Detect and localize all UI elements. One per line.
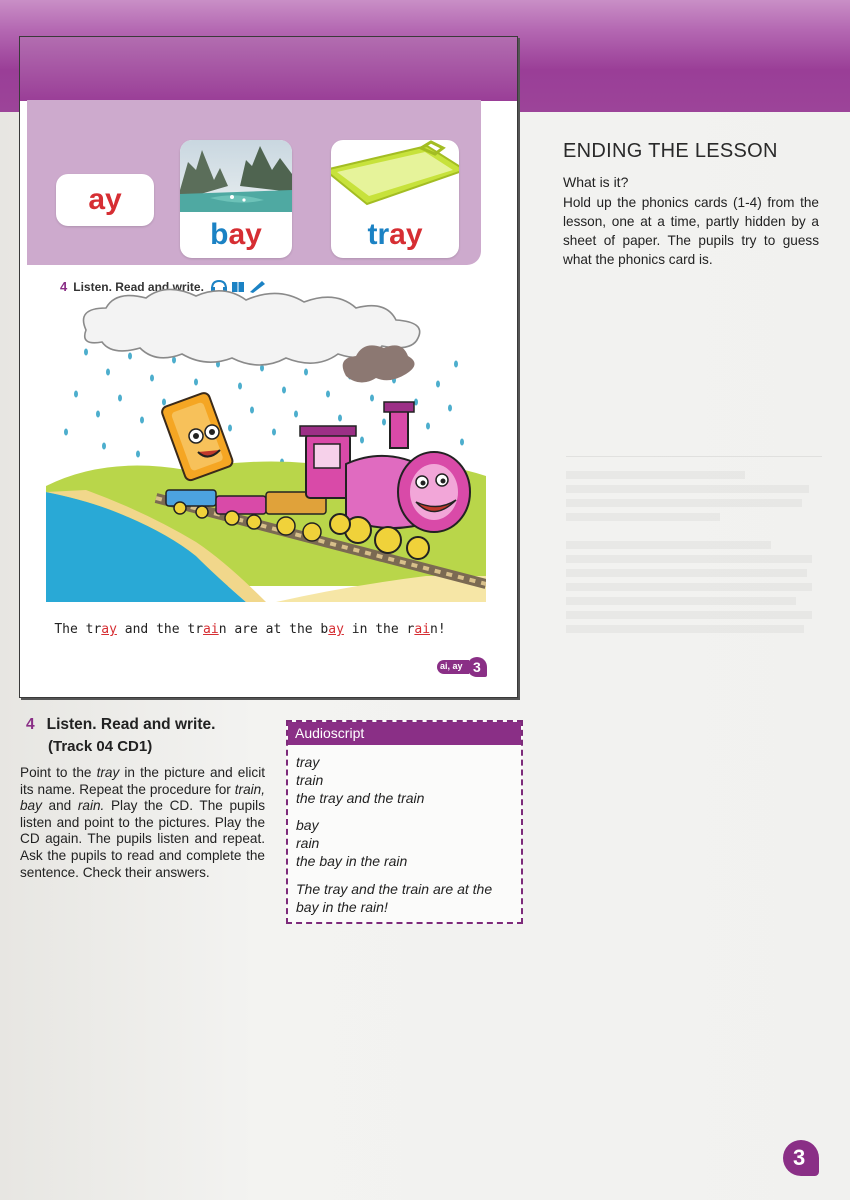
word-part-blue: b — [210, 218, 229, 251]
phonics-card-tray — [331, 140, 459, 258]
sentence-part: n are at the b — [218, 622, 329, 637]
sentence-part: and the tr — [116, 622, 204, 637]
activity-instruction: Listen. Read and write. — [73, 280, 204, 294]
ending-subtitle: What is it? — [563, 174, 629, 190]
sentence-part: in the r — [343, 622, 415, 637]
phonics-card-word-tray — [331, 218, 459, 252]
lesson-body — [20, 765, 265, 881]
sentence-gap: ay — [328, 622, 344, 637]
phonics-card-word-bay — [180, 218, 292, 252]
lesson-text-italic: rain. — [77, 798, 105, 814]
audioscript-line: bay in the rain! — [296, 899, 388, 915]
sentence-gap: ai — [414, 622, 431, 637]
page-number-tag — [783, 1140, 823, 1180]
page-tag-number: 3 — [473, 659, 481, 675]
lesson-track: (Track 04 CD1) — [48, 738, 153, 755]
phonics-card-ay — [56, 174, 154, 226]
lesson-text-italic: tray — [96, 765, 120, 780]
lesson-text: Point to the — [20, 765, 97, 780]
word-part-red: ay — [228, 218, 262, 251]
audioscript-line: the tray and the train — [296, 790, 425, 806]
lesson-heading — [26, 716, 215, 734]
phonics-card-label: ay — [88, 183, 122, 216]
audioscript-line: The tray and the train are at the — [296, 881, 493, 897]
audioscript-line: bay — [296, 817, 319, 833]
student-page-header — [20, 37, 517, 101]
phonics-card-bay — [180, 140, 292, 258]
sentence-gap: ay — [101, 622, 117, 637]
lesson-text: Play the CD. The pupils listen and point to the pictures. Play the CD again. The pupils listen and repeat. Ask the pupils to read and complete the sentence. Check their answers. — [20, 798, 265, 880]
audioscript-title: Audioscript — [295, 725, 365, 741]
word-part-blue: tr — [367, 218, 390, 251]
audioscript-header — [288, 722, 521, 745]
train-in-rain-illustration — [46, 286, 486, 602]
page-number: 3 — [793, 1145, 806, 1170]
audioscript-line: the bay in the rain — [296, 853, 408, 869]
audioscript-line: rain — [296, 835, 320, 851]
tray-picture — [331, 140, 459, 212]
show-through-text — [566, 440, 822, 1080]
lesson-title: Listen. Read and write. — [46, 716, 216, 733]
lesson-number: 4 — [26, 716, 35, 733]
activity-number: 4 — [60, 279, 68, 294]
ending-title: ENDING THE LESSON — [563, 140, 778, 162]
audioscript-line: train — [296, 772, 324, 788]
sentence-gap: ai — [203, 622, 219, 637]
bay-photo — [180, 140, 292, 212]
lesson-text: and — [41, 798, 78, 814]
ending-body: Hold up the phonics cards (1-4) from the lesson, one at a time, partly hidden by a sheet of paper. The pupils try to guess what the phonics card is. — [563, 195, 819, 267]
audioscript-line: tray — [296, 754, 320, 770]
lesson-text-italic: train, bay — [20, 781, 265, 814]
sentence-part: The tr — [54, 622, 102, 637]
page-tag-label: ai, ay — [440, 661, 463, 671]
student-page-tag — [437, 657, 489, 677]
cloze-sentence — [30, 622, 470, 637]
audioscript-box — [286, 720, 523, 924]
sentence-part: n! — [430, 622, 446, 637]
lesson-text: in the picture and elicit its name. Repeat the procedure for — [20, 765, 265, 797]
word-part-red: ay — [389, 218, 423, 251]
